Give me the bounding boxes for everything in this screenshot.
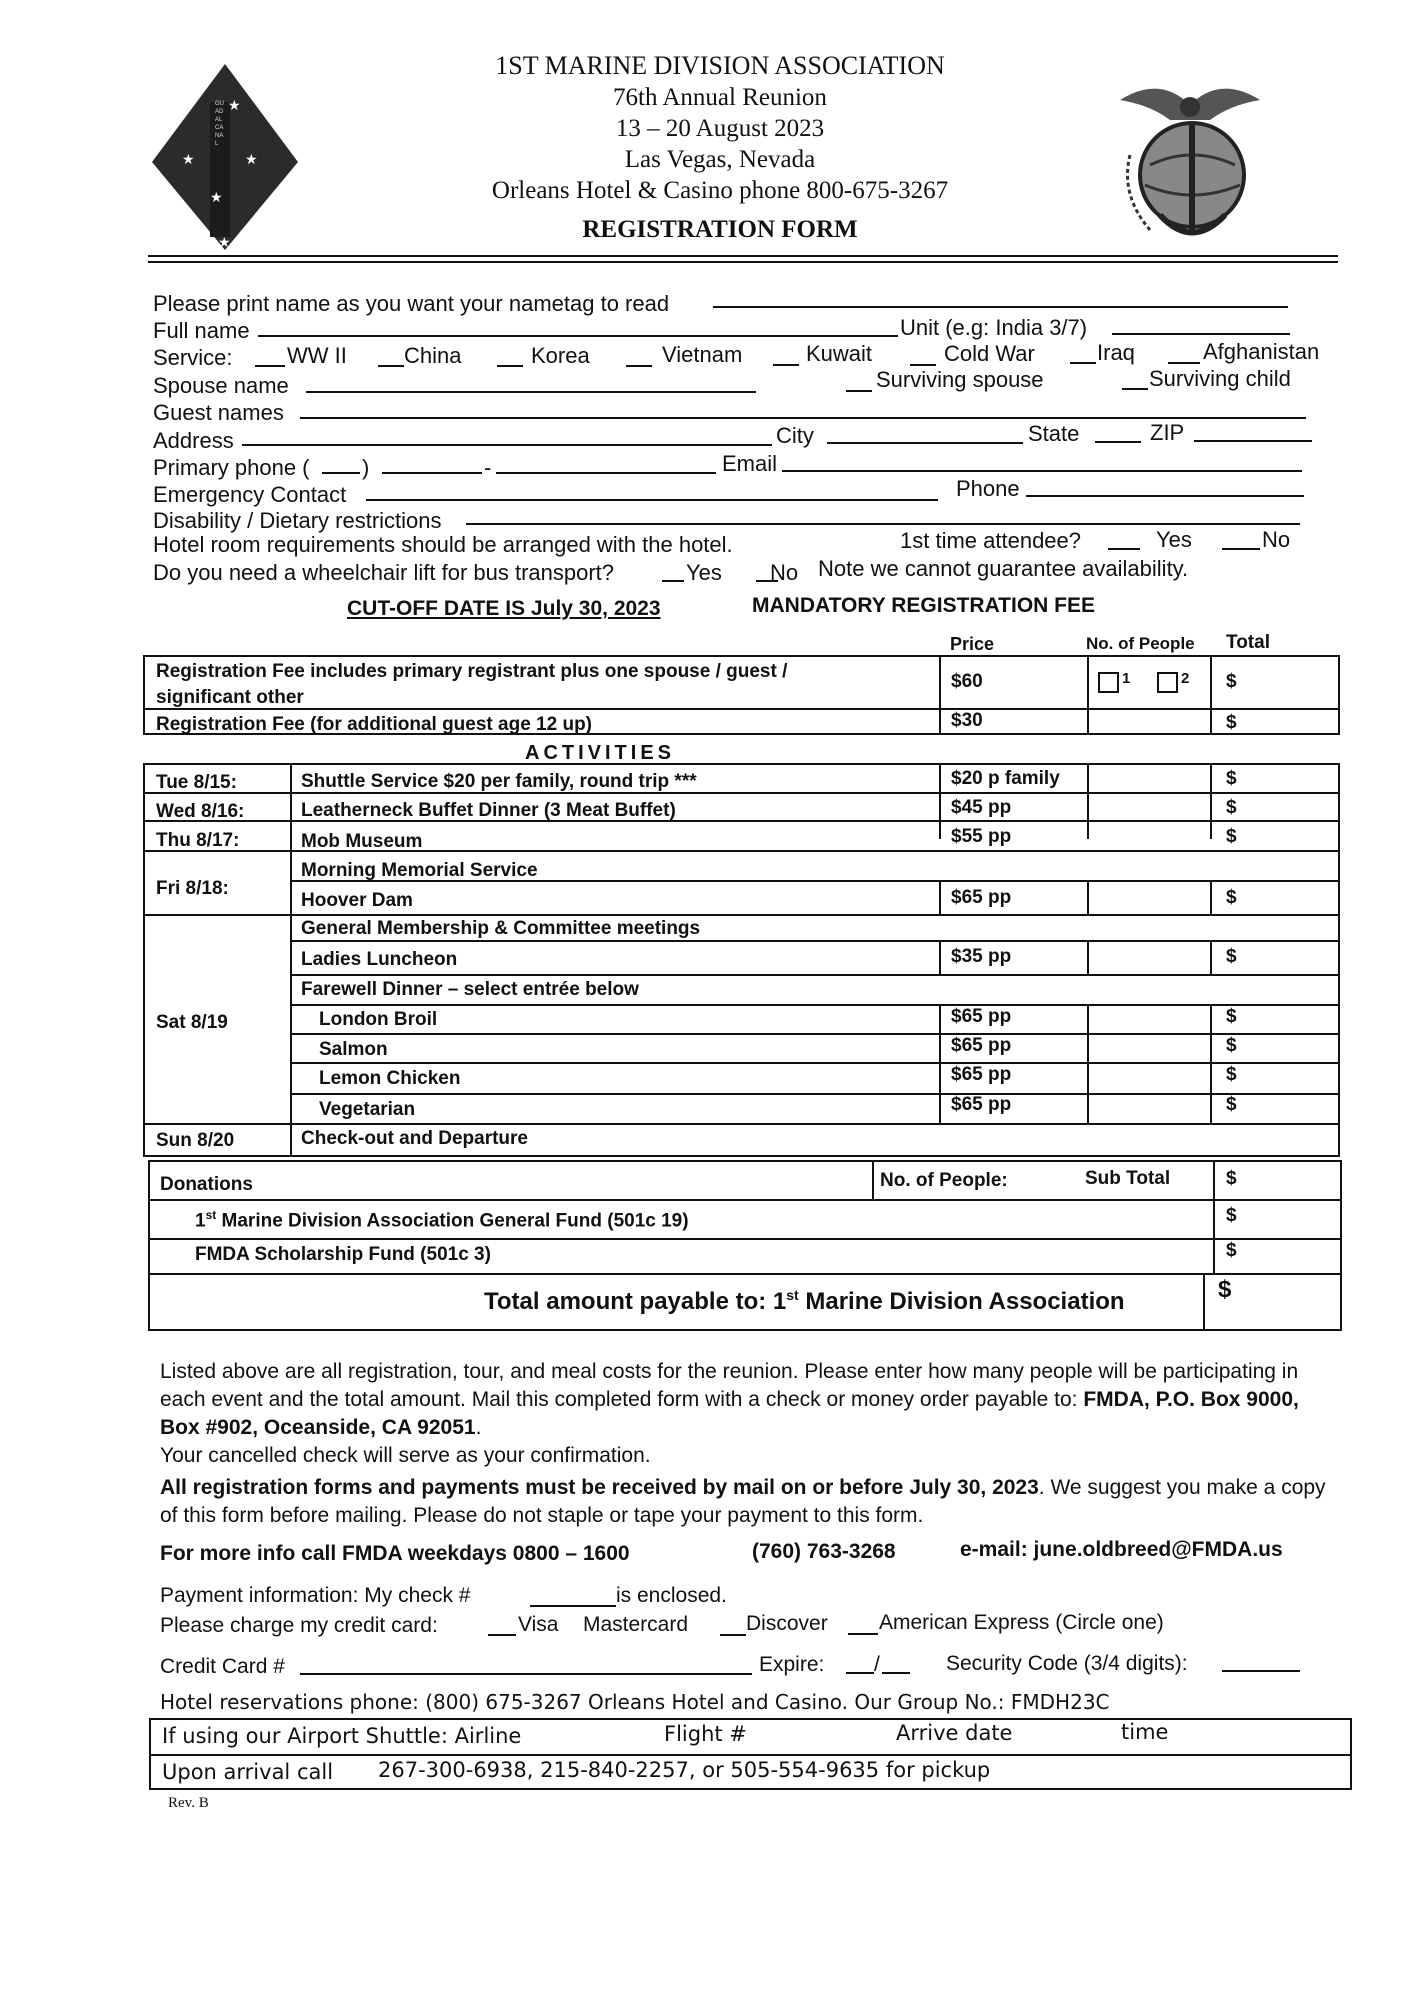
wheelchair-yes-check[interactable] bbox=[662, 580, 684, 582]
amex-check[interactable] bbox=[848, 1633, 878, 1635]
security-label: Security Code (3/4 digits): bbox=[946, 1652, 1188, 1675]
sat-activity-6: Lemon Chicken bbox=[319, 1068, 461, 1089]
svc-coldwar: Cold War bbox=[944, 341, 1035, 366]
emergency-field[interactable] bbox=[366, 499, 938, 501]
total-dollar: $ bbox=[1226, 826, 1237, 847]
check-enclosed: is enclosed. bbox=[616, 1584, 727, 1607]
scholarship-fund: FMDA Scholarship Fund (501c 3) bbox=[195, 1244, 491, 1265]
surviving-spouse-check[interactable] bbox=[846, 390, 872, 392]
nametag-label: Please print name as you want your nametag to read bbox=[153, 291, 670, 316]
visa-check[interactable] bbox=[488, 1634, 516, 1636]
tue-activity: Shuttle Service $20 per family, round trip *** bbox=[301, 771, 697, 792]
reg-fee-primary: Registration Fee includes primary registrant plus one spouse / guest / bbox=[156, 661, 788, 682]
general-fund: 1st Marine Division Association General Fund (501c 19) bbox=[195, 1208, 689, 1232]
thu-price: $55 pp bbox=[951, 826, 1012, 847]
credit-card-field[interactable] bbox=[300, 1673, 752, 1675]
total-payable: Total amount payable to: 1st Marine Division Association bbox=[484, 1287, 1125, 1315]
sat-price-vegetarian: $65 pp bbox=[951, 1094, 1012, 1115]
payment-label: Payment information: My check # bbox=[160, 1584, 471, 1607]
disability-label: Disability / Dietary restrictions bbox=[153, 508, 442, 533]
email-label: Email bbox=[722, 451, 778, 476]
deadline-paragraph: All registration forms and payments must be received by mail on or before July 30, 2023. We suggest you make a copy of this form before mailing. Please do not staple or tape your payment to this form. bbox=[160, 1476, 1326, 1527]
info-phone: (760) 763-3268 bbox=[752, 1540, 896, 1563]
total-dollar: $ bbox=[1226, 1035, 1237, 1056]
unit-field[interactable] bbox=[1112, 333, 1290, 335]
credit-card-label: Credit Card # bbox=[160, 1655, 285, 1678]
donations-people: No. of People: bbox=[880, 1170, 1008, 1191]
sat-activity-4: London Broil bbox=[319, 1009, 438, 1030]
spouse-label: Spouse name bbox=[153, 373, 289, 398]
reg-fee-primary-price: $60 bbox=[951, 671, 983, 692]
svg-text:★: ★ bbox=[245, 152, 258, 168]
total-dollar: $ bbox=[1226, 887, 1237, 908]
address-label: Address bbox=[153, 428, 234, 453]
discover-check[interactable] bbox=[720, 1634, 746, 1636]
sat-price-london: $65 pp bbox=[951, 1006, 1012, 1027]
pickup-numbers: 267-300-6938, 215-840-2257, or 505-554-9635 for pickup bbox=[378, 1758, 991, 1782]
wed-activity: Leatherneck Buffet Dinner (3 Meat Buffet) bbox=[301, 800, 676, 821]
guests-label: Guest names bbox=[153, 400, 284, 425]
svc-korea: Korea bbox=[531, 343, 590, 368]
total-dollar: $ bbox=[1226, 1205, 1237, 1226]
col-people-header: No. of People bbox=[1086, 634, 1195, 653]
emergency-label: Emergency Contact bbox=[153, 482, 347, 507]
sat-price-salmon: $65 pp bbox=[951, 1035, 1012, 1056]
arrival-call: Upon arrival call bbox=[162, 1760, 334, 1784]
checkbox-icon[interactable] bbox=[1157, 672, 1178, 693]
sun-activity: Check-out and Departure bbox=[301, 1128, 528, 1149]
hotel-room-note: Hotel room requirements should be arranged with the hotel. bbox=[153, 532, 733, 557]
header-divider bbox=[148, 255, 1338, 263]
svc-vietnam: Vietnam bbox=[662, 342, 743, 367]
total-dollar: $ bbox=[1218, 1276, 1232, 1303]
total-dollar: $ bbox=[1226, 712, 1237, 733]
wheelchair-yes: Yes bbox=[686, 560, 722, 585]
phone-prefix-field[interactable] bbox=[382, 472, 482, 474]
svg-text:★: ★ bbox=[210, 190, 223, 206]
phone-line-field[interactable] bbox=[496, 472, 716, 474]
vietnam-check[interactable] bbox=[626, 365, 652, 367]
sun-day: Sun 8/20 bbox=[156, 1130, 235, 1151]
division-logo bbox=[150, 62, 300, 252]
sat-activity-1: General Membership & Committee meetings bbox=[301, 918, 701, 939]
tue-day: Tue 8/15: bbox=[156, 772, 237, 793]
expire-month-field[interactable] bbox=[846, 1672, 874, 1674]
shuttle-time: time bbox=[1121, 1720, 1169, 1744]
state-label: State bbox=[1028, 421, 1080, 446]
service-label: Service: bbox=[153, 345, 233, 370]
donations-subtotal: Sub Total bbox=[1085, 1168, 1171, 1189]
first-time-yes: Yes bbox=[1156, 527, 1192, 552]
svc-afghanistan: Afghanistan bbox=[1203, 339, 1320, 364]
email-field[interactable] bbox=[782, 470, 1302, 472]
city-field[interactable] bbox=[827, 442, 1023, 444]
surviving-child-check[interactable] bbox=[1122, 388, 1148, 390]
china-check[interactable] bbox=[378, 365, 404, 367]
afghanistan-check[interactable] bbox=[1168, 362, 1200, 364]
fri-activity-1: Morning Memorial Service bbox=[301, 860, 538, 881]
thu-day: Thu 8/17: bbox=[156, 830, 240, 851]
sat-price-chicken: $65 pp bbox=[951, 1064, 1012, 1085]
emergency-phone-label: Phone bbox=[956, 476, 1020, 501]
address-field[interactable] bbox=[242, 444, 772, 446]
sat-price-luncheon: $35 pp bbox=[951, 946, 1012, 967]
wheelchair-no: No bbox=[770, 560, 799, 585]
total-dollar: $ bbox=[1226, 768, 1237, 789]
korea-check[interactable] bbox=[497, 365, 523, 367]
tue-price: $20 p family bbox=[951, 768, 1060, 789]
total-dollar: $ bbox=[1226, 1094, 1237, 1115]
mandatory-fee-heading: MANDATORY REGISTRATION FEE bbox=[752, 594, 1096, 617]
iraq-check[interactable] bbox=[1070, 362, 1096, 364]
svg-text:★: ★ bbox=[218, 235, 231, 251]
shuttle-airline: If using our Airport Shuttle: Airline bbox=[162, 1724, 522, 1748]
wed-day: Wed 8/16: bbox=[156, 801, 245, 822]
first-time-no: No bbox=[1262, 527, 1291, 552]
security-code-field[interactable] bbox=[1222, 1670, 1300, 1672]
phone-paren: ) bbox=[362, 455, 370, 480]
visa-option: Visa bbox=[518, 1613, 559, 1636]
discover-option: Discover bbox=[746, 1612, 828, 1635]
first-time-label: 1st time attendee? bbox=[900, 528, 1082, 553]
logo-text-guadalcanal: GUADALCANAL bbox=[215, 101, 224, 147]
city-label: City bbox=[776, 423, 814, 448]
ww2-check[interactable] bbox=[255, 365, 285, 367]
zip-label: ZIP bbox=[1150, 420, 1185, 445]
sat-activity-7: Vegetarian bbox=[319, 1099, 416, 1120]
shuttle-flight: Flight # bbox=[664, 1722, 747, 1746]
spouse-field[interactable] bbox=[306, 391, 756, 393]
amex-option: American Express (Circle one) bbox=[879, 1611, 1164, 1634]
thu-activity: Mob Museum bbox=[301, 831, 423, 852]
full-name-field[interactable] bbox=[258, 335, 898, 337]
total-dollar: $ bbox=[1226, 671, 1237, 692]
expire-slash: / bbox=[874, 1653, 880, 1676]
nametag-field[interactable] bbox=[713, 306, 1288, 308]
coldwar-check[interactable] bbox=[910, 364, 936, 366]
first-time-yes-check[interactable] bbox=[1108, 548, 1140, 550]
surviving-spouse-label: Surviving spouse bbox=[876, 367, 1044, 392]
sat-activity-3: Farewell Dinner – select entrée below bbox=[301, 979, 639, 1000]
reunion-location: Las Vegas, Nevada bbox=[624, 146, 816, 173]
sat-activity-2: Ladies Luncheon bbox=[301, 949, 458, 970]
mastercard-option: Mastercard bbox=[583, 1613, 689, 1636]
kuwait-check[interactable] bbox=[773, 364, 799, 366]
reg-option-1[interactable]: 1 bbox=[1098, 670, 1130, 696]
total-dollar: $ bbox=[1226, 1006, 1237, 1027]
fri-price: $65 pp bbox=[951, 887, 1012, 908]
reunion-dates: 13 – 20 August 2023 bbox=[615, 115, 825, 142]
total-dollar: $ bbox=[1226, 797, 1237, 818]
unit-label: Unit (e.g: India 3/7) bbox=[900, 315, 1088, 340]
check-number-field[interactable] bbox=[530, 1605, 616, 1607]
availability-note: Note we cannot guarantee availability. bbox=[818, 556, 1189, 581]
phone-dash: - bbox=[484, 455, 492, 480]
guests-field[interactable] bbox=[300, 417, 1306, 419]
total-dollar: $ bbox=[1226, 1064, 1237, 1085]
donations-title: Donations bbox=[160, 1174, 253, 1195]
emergency-phone-field[interactable] bbox=[1026, 495, 1304, 497]
surviving-child-label: Surviving child bbox=[1149, 366, 1291, 391]
zip-field[interactable] bbox=[1194, 440, 1312, 442]
first-time-no-check[interactable] bbox=[1222, 548, 1260, 550]
reunion-title: 76th Annual Reunion bbox=[613, 84, 827, 111]
cutoff-date: CUT-OFF DATE IS July 30, 2023 bbox=[347, 597, 661, 620]
expire-year-field[interactable] bbox=[882, 1672, 910, 1674]
expire-label: Expire: bbox=[759, 1653, 825, 1676]
svc-iraq: Iraq bbox=[1097, 340, 1135, 365]
total-dollar: $ bbox=[1226, 1240, 1237, 1261]
full-name-label: Full name bbox=[153, 318, 250, 343]
hotel-reservations: Hotel reservations phone: (800) 675-3267 Orleans Hotel and Casino. Our Group No.: FMDH23C bbox=[160, 1690, 1110, 1714]
area-code-field[interactable] bbox=[322, 472, 360, 474]
activities-heading: ACTIVITIES bbox=[525, 742, 676, 764]
wheelchair-label: Do you need a wheelchair lift for bus transport? bbox=[153, 560, 615, 585]
org-name: 1ST MARINE DIVISION ASSOCIATION bbox=[495, 51, 945, 80]
form-title: REGISTRATION FORM bbox=[582, 216, 858, 243]
reg-fee-additional: Registration Fee (for additional guest age 12 up) bbox=[156, 714, 592, 735]
charge-label: Please charge my credit card: bbox=[160, 1614, 438, 1637]
fri-activity-2: Hoover Dam bbox=[301, 890, 413, 911]
total-dollar: $ bbox=[1226, 1168, 1237, 1189]
instructions-paragraph: Listed above are all registration, tour, and meal costs for the reunion. Please enter how many people will be participating in each event and the total amount. Mail this completed form with a check or money order payable to: FMDA, P.O. Box 9000, Box #902, Oceanside, CA 92051. Your cancelled check will serve as your confirmation. bbox=[160, 1360, 1299, 1467]
info-line: For more info call FMDA weekdays 0800 – 1600 bbox=[160, 1542, 630, 1565]
shuttle-arrive: Arrive date bbox=[896, 1721, 1013, 1745]
info-email: e-mail: june.oldbreed@FMDA.us bbox=[960, 1538, 1283, 1561]
disability-field[interactable] bbox=[466, 523, 1300, 525]
fri-day: Fri 8/18: bbox=[156, 878, 229, 899]
reg-option-2[interactable]: 2 bbox=[1157, 670, 1189, 696]
emblem-icon bbox=[1100, 65, 1280, 245]
revision-label: Rev. B bbox=[168, 1795, 209, 1811]
col-price-header: Price bbox=[950, 634, 995, 654]
state-field[interactable] bbox=[1095, 441, 1141, 443]
primary-phone-label: Primary phone ( bbox=[153, 455, 310, 480]
col-total-header: Total bbox=[1226, 632, 1270, 653]
svg-text:★: ★ bbox=[228, 98, 241, 114]
total-dollar: $ bbox=[1226, 946, 1237, 967]
sat-day: Sat 8/19 bbox=[156, 1012, 228, 1033]
svc-kuwait: Kuwait bbox=[806, 341, 873, 366]
reg-fee-primary-cont: significant other bbox=[156, 687, 304, 708]
svg-text:★: ★ bbox=[182, 152, 195, 168]
svc-china: China bbox=[404, 343, 462, 368]
wed-price: $45 pp bbox=[951, 797, 1012, 818]
reg-fee-additional-price: $30 bbox=[951, 710, 983, 731]
svc-ww2: WW II bbox=[287, 343, 347, 368]
hotel-info: Orleans Hotel & Casino phone 800-675-3267 bbox=[491, 177, 949, 204]
sat-activity-5: Salmon bbox=[319, 1039, 388, 1060]
checkbox-icon[interactable] bbox=[1098, 672, 1119, 693]
